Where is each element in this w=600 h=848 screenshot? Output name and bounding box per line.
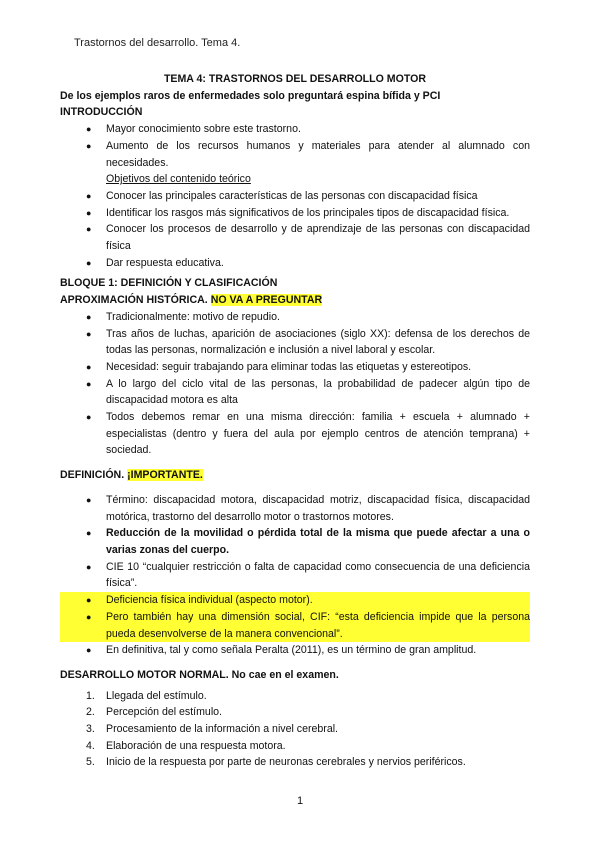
aprox-heading-line [60,292,530,309]
list-item: 2. Percepción del estímulo. [86,706,223,719]
document-title: TEMA 4: TRASTORNOS DEL DESARROLLO MOTOR [163,73,427,85]
list-item: ● Tradicionalmente: motivo de repudio. [60,309,530,326]
definicion-list [60,492,530,659]
list-item: ● Aumento de los recursos humanos y materiales para atender al alumnado con necesidades. [60,138,530,171]
list-item: ● Tras años de luchas, aparición de asociaciones (siglo XX): defensa de los derechos de todas las personas, normalización e inclusión a nivel laboral y escolar. [60,326,530,359]
list-item-highlighted: ● Pero también hay una dimensión social, CIF: “esta deficiencia impide que la persona pueda desenvolverse de la manera convencional”. [60,609,530,642]
list-item: ● Mayor conocimiento sobre este trastorno. [60,121,530,138]
desarrollo-steps [60,688,530,772]
list-item: ● Reducción de la movilidad o pérdida total de la misma que puede afectar a una o varias zonas del cuerpo. [60,525,530,558]
definicion-heading: DEFINICIÓN. [60,469,125,482]
aprox-note: NO VA A PREGUNTAR [210,294,323,307]
list-item: ● En definitiva, tal y como señala Peralta (2011), es un término de gran amplitud. [60,642,530,659]
list-item: ● Identificar los rasgos más significativos de los principales tipos de discapacidad física. [60,205,530,222]
list-item: ● A lo largo del ciclo vital de las personas, la probabilidad de padecer algún tipo de discapacidad motora es alta [60,376,530,409]
list-item: ● Conocer las principales características de las personas con discapacidad física [60,188,530,205]
desarrollo-heading: DESARROLLO MOTOR NORMAL. No cae en el examen. [60,668,339,681]
list-item-highlighted: ● Deficiencia física individual (aspecto motor). [60,592,530,609]
list-item: ● Necesidad: seguir trabajando para eliminar todas las etiquetas y estereotipos. [60,359,530,376]
intro-list-a [60,121,530,171]
list-item: ● CIE 10 “cualquier restricción o falta de capacidad como consecuencia de una deficiencia física”. [60,559,530,592]
page-number: 1 [296,795,304,807]
list-item: ● Término: discapacidad motora, discapacidad motriz, discapacidad física, discapacidad motórica, trastorno del desarrollo motor o trastornos motores. [60,492,530,525]
definicion-note: ¡IMPORTANTE. [127,469,203,482]
list-item: 3. Procesamiento de la información a nivel cerebral. [86,723,339,736]
list-item: 5. Inicio de la respuesta por parte de neuronas cerebrales y nervios periféricos. [86,756,466,769]
list-item: ● Conocer los procesos de desarrollo y de aprendizaje de las personas con discapacidad física [60,221,530,254]
list-item: 1. Llegada del estímulo. [86,689,207,702]
aprox-list [60,309,530,459]
definicion-heading-line [60,467,530,484]
exam-note: De los ejemplos raros de enfermedades solo preguntará espina bífida y PCI [60,89,441,102]
intro-list-b [60,188,530,272]
bloque1-heading: BLOQUE 1: DEFINICIÓN Y CLASIFICACIÓN [60,277,278,290]
objectives-subheading: Objetivos del contenido teórico [106,173,251,186]
running-header: Trastornos del desarrollo. Tema 4. [74,37,241,49]
aprox-heading: APROXIMACIÓN HISTÓRICA. [60,294,208,307]
list-item: ● Dar respuesta educativa. [60,255,530,272]
intro-heading: INTRODUCCIÓN [60,106,143,119]
document-body [60,71,530,771]
list-item: ● Todos debemos remar en una misma dirección: familia + escuela + alumnado + especialistas (dentro y fuera del aula por ejemplo centros de atención temprana) + sociedad. [60,409,530,459]
list-item: 4. Elaboración de una respuesta motora. [86,739,286,752]
